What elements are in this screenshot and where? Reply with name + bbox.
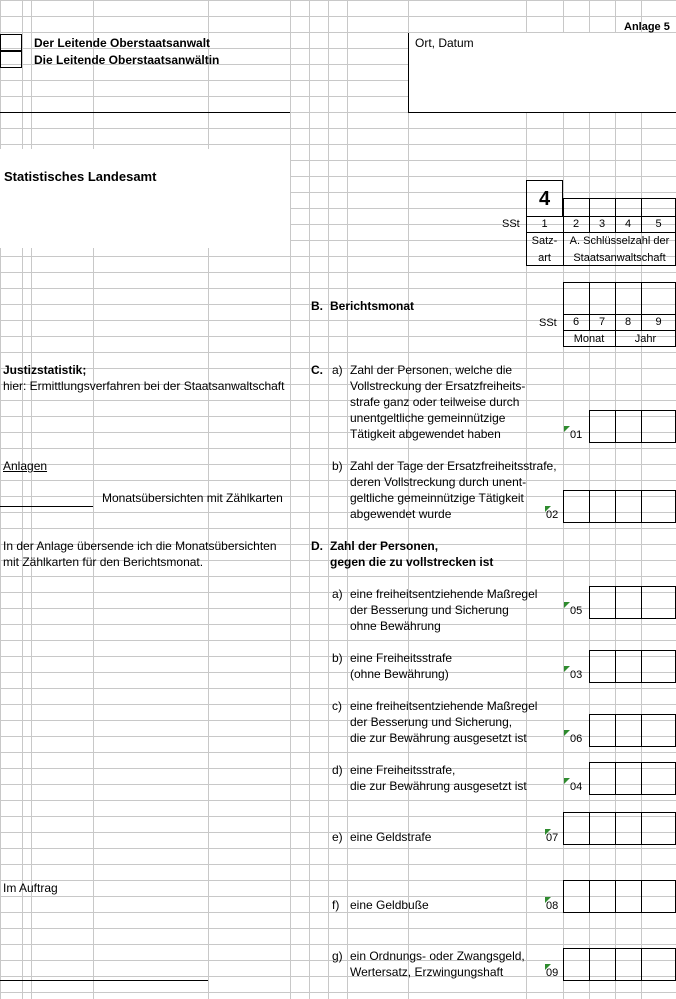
c-a-line-4: unentgeltliche gemeinnützige xyxy=(350,411,506,425)
c-a-line-2: Vollstreckung der Ersatzfreiheits- xyxy=(350,379,526,393)
key-desc-line-2: Staatsanwaltschaft xyxy=(573,252,666,264)
subject-subtitle: hier: Ermittlungsverfahren bei der Staatsanwaltschaft xyxy=(3,379,285,393)
rm-col-8: 8 xyxy=(624,316,632,328)
d-b-line-1: eine Freiheitsstrafe xyxy=(350,651,453,665)
sender-checkbox-2[interactable] xyxy=(0,51,22,68)
d-c-value-input[interactable] xyxy=(589,714,676,747)
key-desc-line-1: A. Schlüsselzahl der xyxy=(569,235,670,247)
place-date-label: Ort, Datum xyxy=(415,36,474,50)
d-c-code: 06 xyxy=(570,733,583,745)
section-d-title-1: Zahl der Personen, xyxy=(330,539,439,553)
recipient-name: Statistisches Landesamt xyxy=(4,169,157,184)
d-a-line-2: der Besserung und Sicherung xyxy=(350,603,509,617)
cover-text-line-1: In der Anlage übersende ich die Monatsübersichten xyxy=(3,539,277,553)
satzart-line-2: art xyxy=(538,252,551,264)
c-a-code: 01 xyxy=(570,429,583,441)
signature-label: Im Auftrag xyxy=(3,881,58,895)
d-f-value-input[interactable] xyxy=(563,880,676,913)
d-f-line-1: eine Geldbuße xyxy=(350,898,429,912)
record-type-value: 4 xyxy=(538,188,551,210)
rm-col-7: 7 xyxy=(598,316,606,328)
key-col-3: 3 xyxy=(598,218,606,230)
d-g-line-1: ein Ordnungs- oder Zwangsgeld, xyxy=(350,949,525,963)
d-c-line-2: der Besserung und Sicherung, xyxy=(350,715,513,729)
c-b-value-input[interactable] xyxy=(563,490,676,523)
section-b-letter: B. xyxy=(311,299,323,313)
d-g-value-input[interactable] xyxy=(563,948,676,981)
subject-title: Justizstatistik; xyxy=(3,363,87,377)
sender-line-1: Der Leitende Oberstaatsanwalt xyxy=(34,36,211,50)
attachment-count-line xyxy=(0,506,93,507)
year-label: Jahr xyxy=(634,333,657,345)
attachments-title: Anlagen xyxy=(3,459,48,473)
d-d-label: d) xyxy=(332,763,343,777)
report-month-title: Berichtsmonat xyxy=(330,299,415,313)
rm-col-9: 9 xyxy=(655,316,662,328)
key-col-2: 2 xyxy=(572,218,580,230)
report-month-input[interactable] xyxy=(563,282,676,315)
d-a-value-input[interactable] xyxy=(589,586,676,619)
key-number-input[interactable] xyxy=(563,198,676,217)
key-col-1: 1 xyxy=(541,218,548,230)
d-a-code: 05 xyxy=(570,605,583,617)
attachment-item: Monatsübersichten mit Zählkarten xyxy=(102,491,283,505)
sst-label-2: SSt xyxy=(539,317,557,329)
month-label: Monat xyxy=(573,333,605,345)
d-d-code: 04 xyxy=(570,781,583,793)
d-c-line-3: die zur Bewährung ausgesetzt ist xyxy=(350,731,527,745)
d-e-label: e) xyxy=(332,830,343,844)
d-b-value-input[interactable] xyxy=(589,650,676,683)
key-col-4: 4 xyxy=(624,218,632,230)
c-a-line-1: Zahl der Personen, welche die xyxy=(350,363,513,377)
d-a-line-1: eine freiheitsentziehende Maßregel xyxy=(350,587,538,601)
section-d-title-2: gegen die zu vollstrecken ist xyxy=(330,555,494,569)
d-d-value-input[interactable] xyxy=(589,762,676,795)
annex-label: Anlage 5 xyxy=(624,21,670,33)
d-e-line-1: eine Geldstrafe xyxy=(350,830,432,844)
c-b-code: 02 xyxy=(546,509,559,521)
c-a-line-3: strafe ganz oder teilweise durch xyxy=(350,395,520,409)
cover-text-line-2: mit Zählkarten für den Berichtsmonat. xyxy=(3,555,204,569)
place-date-underline xyxy=(408,112,676,113)
d-c-label: c) xyxy=(332,699,342,713)
c-b-line-1: Zahl der Tage der Ersatzfreiheitsstrafe, xyxy=(350,459,557,473)
sender-line-2: Die Leitende Oberstaatsanwältin xyxy=(34,53,220,67)
satzart-line-1: Satz- xyxy=(531,235,558,247)
section-c-letter: C. xyxy=(311,363,323,377)
d-a-label: a) xyxy=(332,587,343,601)
d-f-label: f) xyxy=(332,898,340,912)
d-d-line-2: die zur Bewährung ausgesetzt ist xyxy=(350,779,527,793)
c-a-value-input[interactable] xyxy=(589,410,676,443)
d-b-label: b) xyxy=(332,651,343,665)
d-g-code: 09 xyxy=(546,967,559,979)
sender-checkbox-1[interactable] xyxy=(0,34,22,51)
sender-underline xyxy=(0,112,290,113)
d-b-code: 03 xyxy=(570,669,583,681)
d-g-line-2: Wertersatz, Erzwingungshaft xyxy=(350,965,504,979)
c-b-line-3: geltliche gemeinnützige Tätigkeit xyxy=(350,491,524,505)
d-e-code: 07 xyxy=(546,832,559,844)
key-col-5: 5 xyxy=(655,218,662,230)
sst-label-1: SSt xyxy=(502,218,520,230)
d-c-line-1: eine freiheitsentziehende Maßregel xyxy=(350,699,538,713)
place-date-border-left xyxy=(408,33,409,113)
c-a-line-5: Tätigkeit abgewendet haben xyxy=(350,427,501,441)
d-f-code: 08 xyxy=(546,900,559,912)
d-b-line-2: (ohne Bewährung) xyxy=(350,667,449,681)
d-d-line-1: eine Freiheitsstrafe, xyxy=(350,763,456,777)
c-b-line-4: abgewendet wurde xyxy=(350,507,452,521)
c-a-label: a) xyxy=(332,363,343,377)
rm-col-6: 6 xyxy=(572,316,580,328)
d-a-line-3: ohne Bewährung xyxy=(350,619,441,633)
signature-underline xyxy=(0,980,208,981)
d-g-label: g) xyxy=(332,949,343,963)
c-b-line-2: deren Vollstreckung durch unent- xyxy=(350,475,527,489)
section-d-letter: D. xyxy=(311,539,323,553)
c-b-label: b) xyxy=(332,459,343,473)
d-e-value-input[interactable] xyxy=(563,812,676,845)
